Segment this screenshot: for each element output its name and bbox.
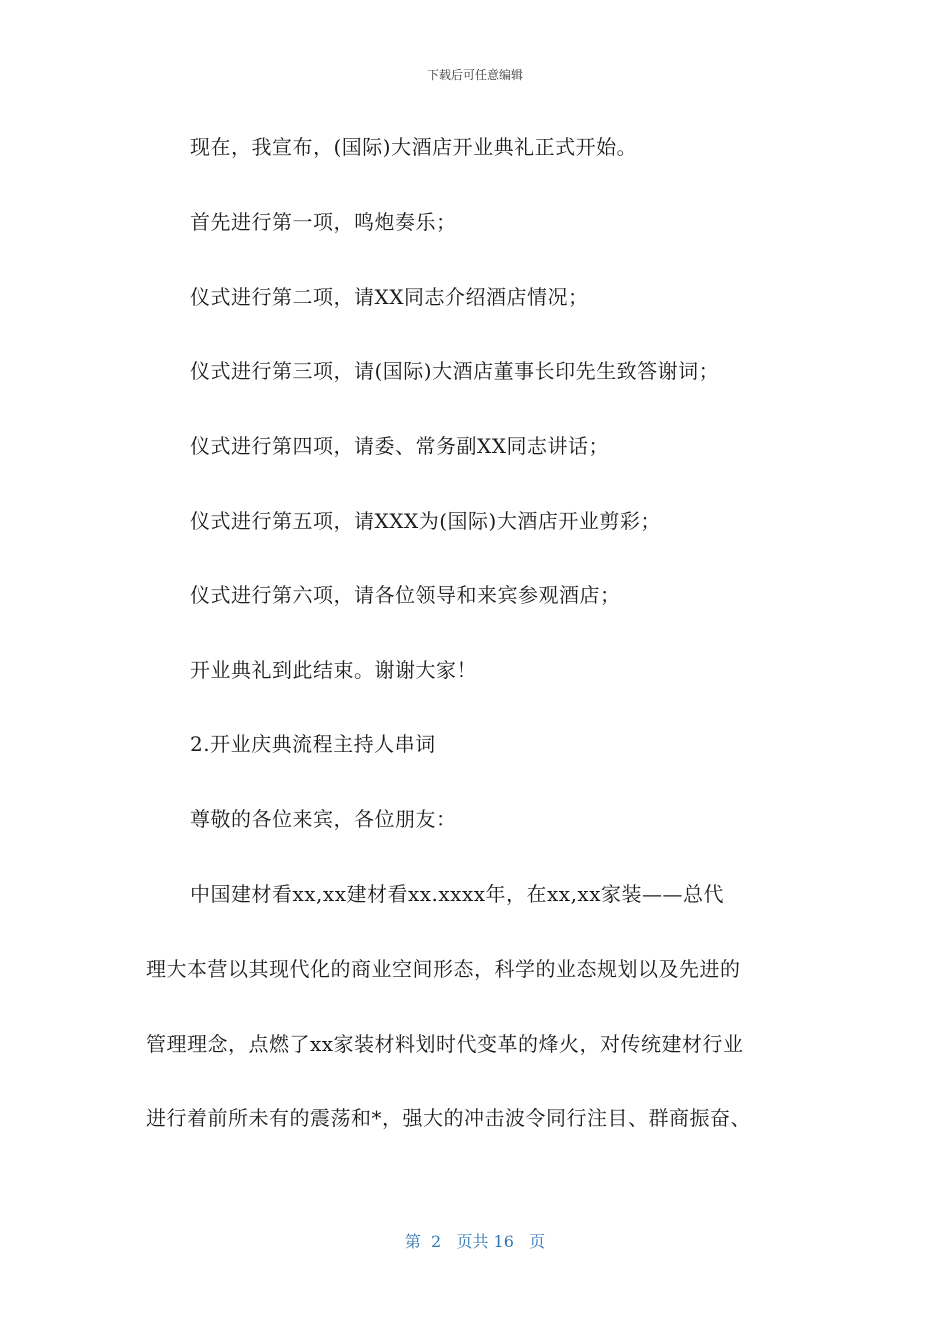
long-paragraph-line-2: 理大本营以其现代化的商业空间形态，科学的业态规划以及先进的 (146, 957, 741, 981)
paragraph-item-4: 仪式进行第四项，请委、常务副XX同志讲话； (190, 434, 609, 458)
paragraph-closing: 开业典礼到此结束。谢谢大家！ (190, 658, 477, 682)
section-heading: 2.开业庆典流程主持人串词 (190, 732, 436, 756)
paragraph-salutation: 尊敬的各位来宾，各位朋友： (190, 807, 457, 831)
paragraph-item-2: 仪式进行第二项，请XX同志介绍酒店情况； (190, 285, 589, 309)
paragraph-item-6: 仪式进行第六项，请各位领导和来宾参观酒店； (190, 583, 621, 607)
header-note: 下载后可任意编辑 (426, 68, 523, 82)
long-paragraph-line-3: 管理理念，点燃了xx家装材料划时代变革的烽火，对传统建材行业 (146, 1032, 744, 1056)
paragraph-item-5: 仪式进行第五项，请XXX为(国际)大酒店开业剪彩； (190, 509, 661, 533)
paragraph-opening-announcement: 现在，我宣布，(国际)大酒店开业典礼正式开始。 (190, 135, 638, 159)
long-paragraph-line-1: 中国建材看xx,xx建材看xx.xxxx年，在xx,xx家装——总代 (190, 882, 724, 906)
paragraph-item-1: 首先进行第一项，鸣炮奏乐； (190, 210, 457, 234)
long-paragraph-line-4: 进行着前所未有的震荡和*，强大的冲击波令同行注目、群商振奋、 (146, 1106, 751, 1130)
page-number-footer: 第 2 页共 16 页 (404, 1232, 546, 1251)
paragraph-item-3: 仪式进行第三项，请(国际)大酒店董事长印先生致答谢词； (190, 359, 720, 383)
